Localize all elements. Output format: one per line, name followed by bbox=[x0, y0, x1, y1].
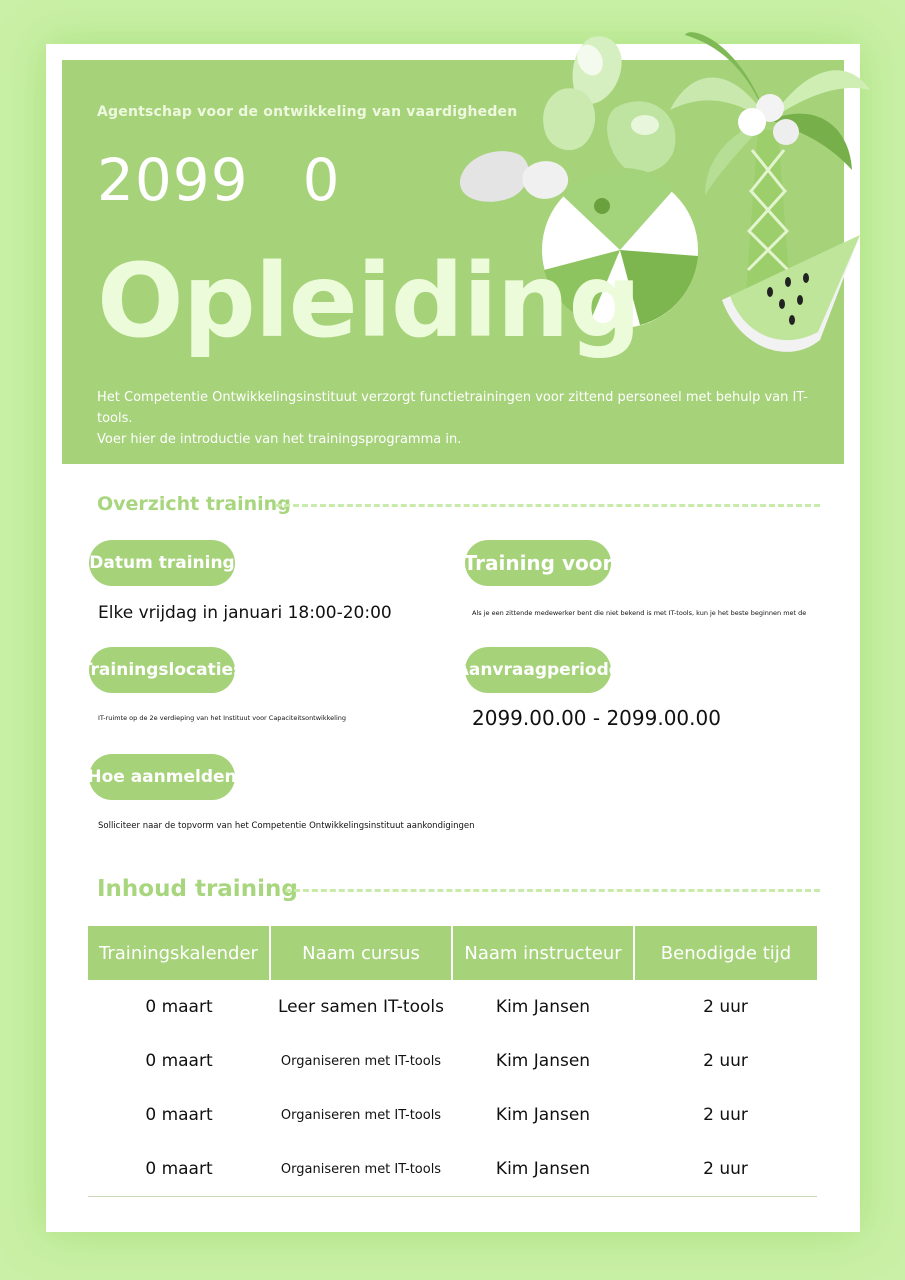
table-cell-date: 0 maart bbox=[145, 1051, 213, 1071]
table-cell-duration: 2 uur bbox=[703, 997, 748, 1017]
intro-line-1: Het Competentie Ontwikkelingsinstituut verzorgt functietrainingen voor zittend personeel met behulp van IT-tools. bbox=[97, 390, 808, 426]
watermelon-slice-icon bbox=[722, 235, 860, 352]
location-value: IT-ruimte op de 2e verdieping van het Instituut voor Capaciteitsontwikkeling bbox=[98, 714, 347, 722]
column-header-calendar: Trainingskalender bbox=[88, 926, 270, 980]
period-value: 2099.00.00 - 2099.00.00 bbox=[472, 706, 721, 730]
location-label: Trainingslocaties bbox=[89, 647, 235, 693]
date-label: Datum training bbox=[89, 540, 235, 586]
table-cell-instructor: Kim Jansen bbox=[495, 997, 591, 1017]
table-row bbox=[88, 1034, 817, 1088]
content-divider bbox=[285, 889, 820, 892]
table-cell-duration: 2 uur bbox=[703, 1105, 748, 1125]
table-cell-course: Organiseren met IT-tools bbox=[280, 1107, 442, 1123]
table-header-row bbox=[88, 926, 817, 980]
column-header-duration: Benodigde tijd bbox=[634, 926, 817, 980]
table-cell-course: Organiseren met IT-tools bbox=[270, 1142, 452, 1197]
training-table bbox=[88, 926, 817, 1197]
table-cell-duration: 2 uur bbox=[634, 1142, 817, 1197]
table-cell-duration: 2 uur bbox=[703, 1051, 748, 1071]
audience-label: Training voor bbox=[465, 540, 611, 586]
table-cell-date: 0 maart bbox=[145, 1105, 213, 1125]
table-row bbox=[88, 980, 817, 1034]
table-cell-instructor: Kim Jansen bbox=[495, 1051, 591, 1071]
year-value: 2099 bbox=[97, 146, 249, 214]
intro-line-2: Voer hier de introductie van het trainingsprogramma in. bbox=[97, 432, 462, 447]
table-cell-instructor: Kim Jansen bbox=[495, 1105, 591, 1125]
page-title: Opleiding bbox=[97, 242, 641, 361]
table-cell-date: 0 maart bbox=[88, 1142, 270, 1197]
audience-value: Als je een zittende medewerker bent die niet bekend is met IT-tools, kun je het beste beginnen met de bbox=[472, 609, 807, 617]
table-cell-instructor: Kim Jansen bbox=[452, 1142, 634, 1197]
column-header-instructor: Naam instructeur bbox=[452, 926, 634, 980]
edition-number bbox=[97, 146, 341, 214]
table-row bbox=[88, 1142, 817, 1197]
table-row bbox=[88, 1088, 817, 1142]
overview-divider bbox=[275, 504, 820, 507]
date-value: Elke vrijdag in januari 18:00-20:00 bbox=[98, 603, 392, 623]
content-heading: Inhoud training bbox=[97, 876, 298, 902]
table-cell-course: Organiseren met IT-tools bbox=[280, 1053, 442, 1069]
overview-heading: Overzicht training bbox=[97, 493, 291, 515]
issue-number: 0 bbox=[302, 146, 341, 214]
intro-text bbox=[97, 387, 837, 450]
column-header-course: Naam cursus bbox=[270, 926, 452, 980]
agency-name: Agentschap voor de ontwikkeling van vaardigheden bbox=[97, 104, 518, 120]
apply-value: Solliciteer naar de topvorm van het Competentie Ontwikkelingsinstituut aankondigingen bbox=[98, 821, 475, 831]
period-label: Aanvraagperiode bbox=[465, 647, 611, 693]
table-cell-date: 0 maart bbox=[145, 997, 213, 1017]
table-cell-course: Leer samen IT-tools bbox=[278, 997, 444, 1017]
apply-label: Hoe aanmelden bbox=[89, 754, 235, 800]
